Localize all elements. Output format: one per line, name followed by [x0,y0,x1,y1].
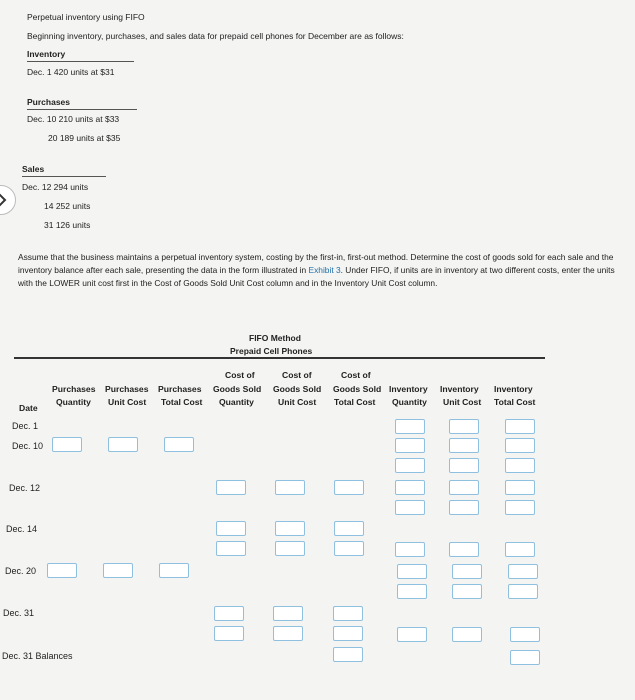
purch-total-cost-input[interactable] [159,563,189,578]
inv-total-cost-input[interactable] [505,480,535,495]
table-title: FIFO Method [249,333,301,343]
row-label: Dec. 14 [6,524,38,534]
purchase-line: 20 189 units at $35 [48,133,121,143]
page-title: Perpetual inventory using FIFO [27,12,145,22]
cogs-total-cost-input[interactable] [334,541,364,556]
row-label: Dec. 1 [12,421,39,431]
cogs-total-cost-input[interactable] [334,480,364,495]
divider [27,61,134,62]
cogs-total-cost-input[interactable] [333,626,363,641]
inventory-line: Dec. 1 420 units at $31 [27,67,115,77]
table-subtitle: Prepaid Cell Phones [230,346,313,356]
col-header: Inventory [440,384,479,394]
cogs-quantity-input[interactable] [214,626,244,641]
cogs-balance-total-input[interactable] [333,647,363,662]
col-header: Inventory [494,384,533,394]
inv-unit-cost-input[interactable] [449,419,479,434]
col-header: Goods Sold [333,384,382,394]
col-header: Total Cost [494,397,536,407]
inventory-heading: Inventory [27,49,66,59]
purchases-heading: Purchases [27,97,70,107]
cogs-total-cost-input[interactable] [334,521,364,536]
cogs-unit-cost-input[interactable] [275,480,305,495]
inv-balance-total-input[interactable] [510,650,540,665]
row-label: Dec. 20 [5,566,37,576]
inv-total-cost-input[interactable] [505,419,535,434]
inv-unit-cost-input[interactable] [452,584,482,599]
inv-unit-cost-input[interactable] [452,627,482,642]
purch-total-cost-input[interactable] [164,437,194,452]
cogs-unit-cost-input[interactable] [273,606,303,621]
row-label: Dec. 31 Balances [2,651,73,661]
divider [22,176,106,177]
col-header: Purchases [52,384,96,394]
col-header: Inventory [389,384,428,394]
inv-quantity-input[interactable] [395,480,425,495]
purch-quantity-input[interactable] [47,563,77,578]
col-header: Total Cost [334,397,376,407]
col-header: Total Cost [161,397,203,407]
inv-quantity-input[interactable] [395,500,425,515]
inv-quantity-input[interactable] [395,458,425,473]
col-header: Quantity [219,397,254,407]
col-header: Purchases [105,384,149,394]
cogs-unit-cost-input[interactable] [275,521,305,536]
chevron-right-icon [0,193,7,207]
inv-quantity-input[interactable] [395,438,425,453]
inv-unit-cost-input[interactable] [449,500,479,515]
inv-total-cost-input[interactable] [505,438,535,453]
exhibit-link[interactable]: Exhibit 3 [308,264,341,275]
purch-quantity-input[interactable] [52,437,82,452]
inv-total-cost-input[interactable] [505,542,535,557]
purch-unit-cost-input[interactable] [108,437,138,452]
col-header: Goods Sold [273,384,322,394]
col-header: Goods Sold [213,384,262,394]
inv-unit-cost-input[interactable] [449,458,479,473]
inv-quantity-input[interactable] [397,627,427,642]
row-label: Dec. 31 [3,608,35,618]
inv-unit-cost-input[interactable] [449,542,479,557]
cogs-quantity-input[interactable] [214,606,244,621]
col-header: Unit Cost [278,397,317,407]
col-header: Cost of [225,370,255,380]
col-header: Cost of [282,370,312,380]
inv-total-cost-input[interactable] [510,627,540,642]
cogs-quantity-input[interactable] [216,541,246,556]
sales-heading: Sales [22,164,45,174]
col-header: Unit Cost [443,397,482,407]
instructions-paragraph: Assume that the business maintains a perpetual inventory system, costing by the first-in, first-out method. Determine the cost of goods sold for each sale and the inventory balance after each sale, presenting the data in the form illustrated in Exhibit 3. Under FIFO, if units are in inventory at two different costs, enter the units with the LOWER unit cost first in the Cost of Goods Sold Unit Cost column and in the Inventory Unit Cost column. [18,252,615,288]
inv-quantity-input[interactable] [395,419,425,434]
row-label: Dec. 12 [9,483,41,493]
collapse-panel-button[interactable] [0,185,16,215]
inv-quantity-input[interactable] [395,542,425,557]
inv-unit-cost-input[interactable] [452,564,482,579]
purchase-line: Dec. 10 210 units at $33 [27,114,120,124]
sales-line: Dec. 12 294 units [22,182,89,192]
divider [27,109,137,110]
cogs-quantity-input[interactable] [216,480,246,495]
inv-quantity-input[interactable] [397,564,427,579]
inv-unit-cost-input[interactable] [449,438,479,453]
row-label: Dec. 10 [12,441,44,451]
col-header: Cost of [341,370,371,380]
intro-text: Beginning inventory, purchases, and sales data for prepaid cell phones for December are as follows: [27,31,404,41]
col-header: Quantity [56,397,91,407]
cogs-total-cost-input[interactable] [333,606,363,621]
inv-unit-cost-input[interactable] [449,480,479,495]
col-header: Quantity [392,397,427,407]
sales-line: 31 126 units [44,220,91,230]
cogs-quantity-input[interactable] [216,521,246,536]
date-header: Date [19,403,38,413]
col-header: Purchases [158,384,202,394]
inv-quantity-input[interactable] [397,584,427,599]
inv-total-cost-input[interactable] [508,584,538,599]
sales-line: 14 252 units [44,201,91,211]
inv-total-cost-input[interactable] [508,564,538,579]
table-divider [14,357,545,359]
purch-unit-cost-input[interactable] [103,563,133,578]
col-header: Unit Cost [108,397,147,407]
cogs-unit-cost-input[interactable] [273,626,303,641]
inv-total-cost-input[interactable] [505,500,535,515]
cogs-unit-cost-input[interactable] [275,541,305,556]
inv-total-cost-input[interactable] [505,458,535,473]
